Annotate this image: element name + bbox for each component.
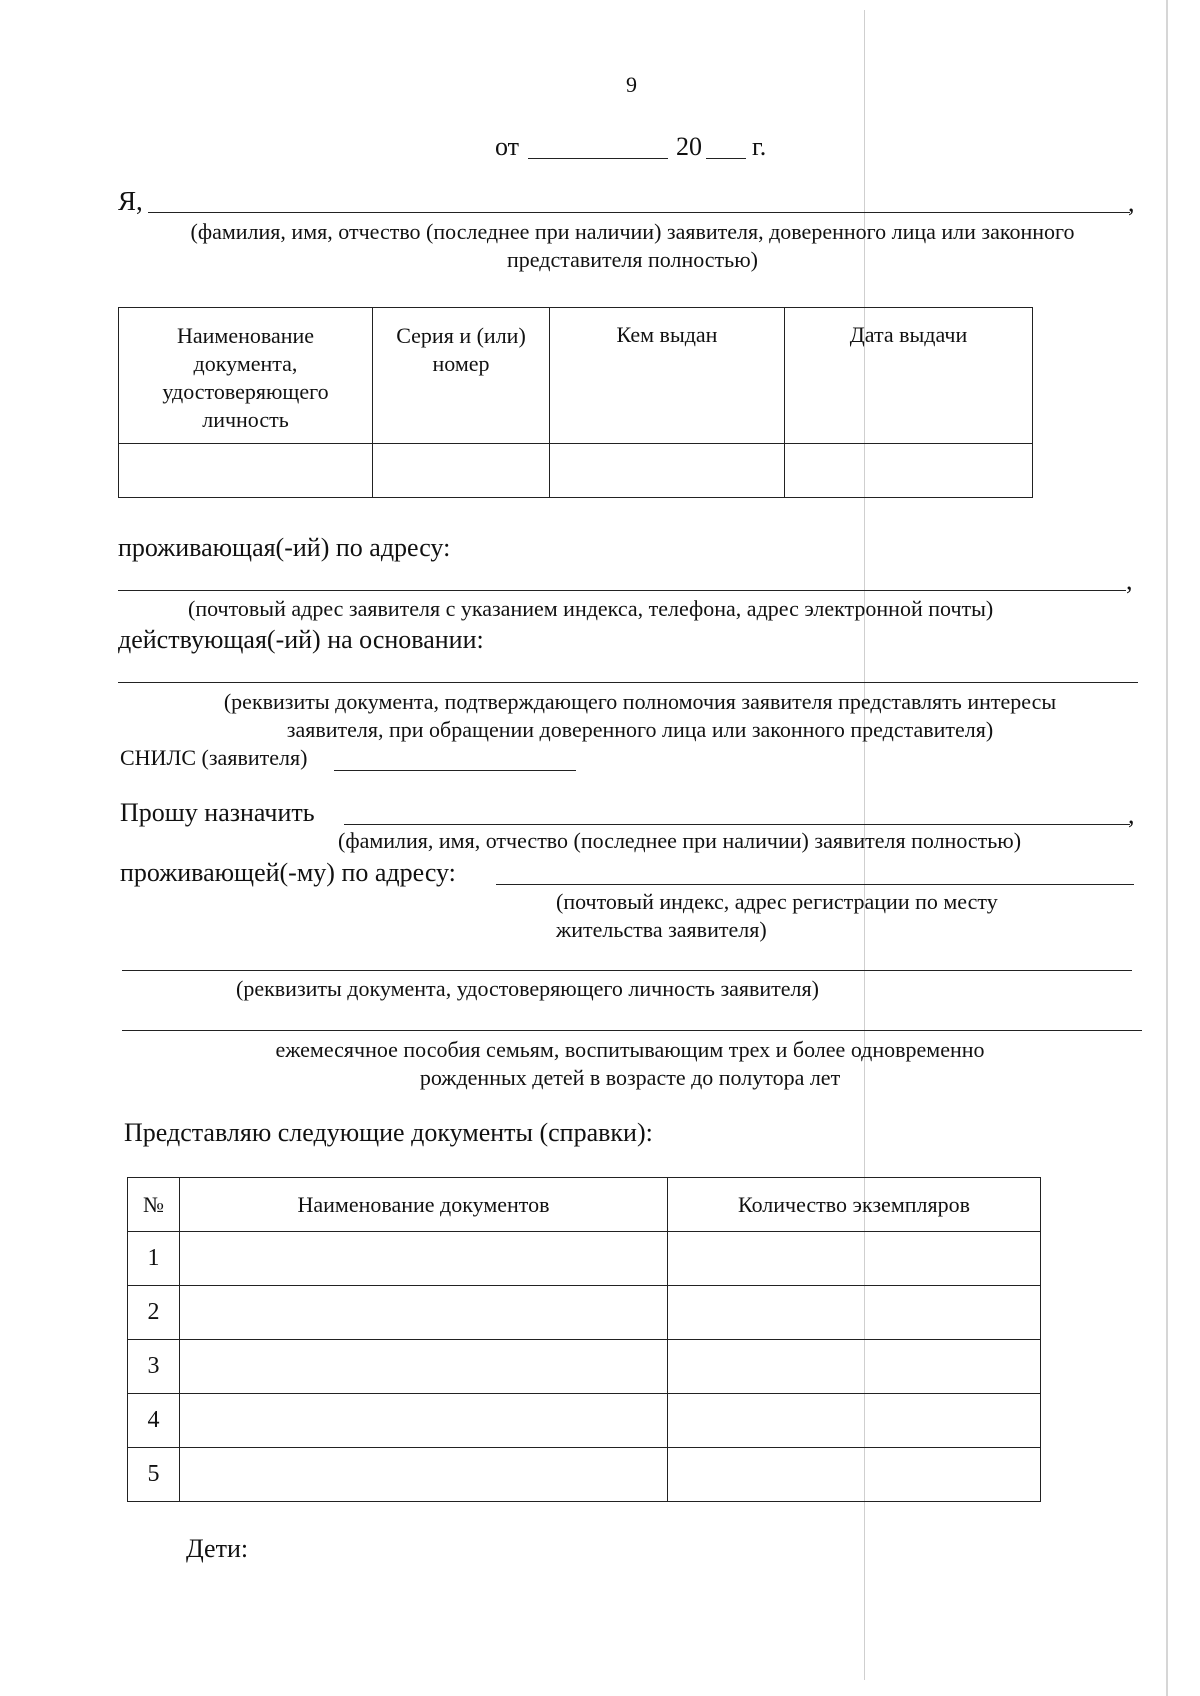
residence-address-field[interactable] <box>118 590 1126 591</box>
applicant-name-field[interactable] <box>148 212 1130 213</box>
address2-continuation-field[interactable] <box>122 970 1132 971</box>
docs-row-count-cell[interactable] <box>668 1286 1041 1340</box>
docs-row-name-cell[interactable] <box>180 1448 668 1502</box>
applicant-hint-line2: представителя полностью) <box>507 247 758 272</box>
id-table-cell-series[interactable] <box>373 444 550 498</box>
docs-row-number: 2 <box>128 1286 180 1340</box>
id-table-header-series: Серия и (или) номер <box>373 308 550 444</box>
table-row <box>128 1394 1041 1448</box>
docs-header-count: Количество экземпляров <box>668 1178 1041 1232</box>
residence-comma: , <box>1126 566 1133 595</box>
docs-row-number: 1 <box>128 1232 180 1286</box>
scan-artifact-edge <box>1166 0 1168 1696</box>
snils-label: СНИЛС (заявителя) <box>120 745 308 770</box>
acting-label: действующая(-ий) на основании: <box>118 625 484 654</box>
table-row <box>128 1448 1041 1502</box>
id-table-cell-doc-name[interactable] <box>119 444 373 498</box>
benefit-text <box>180 1036 1080 1092</box>
docs-row-name-cell[interactable] <box>180 1394 668 1448</box>
docs-header-name: Наименование документов <box>180 1178 668 1232</box>
address2-label: проживающей(-му) по адресу: <box>120 858 456 887</box>
docs-row-number: 3 <box>128 1340 180 1394</box>
table-row <box>128 1232 1041 1286</box>
docs-row-number: 4 <box>128 1394 180 1448</box>
page-number: 9 <box>626 72 637 97</box>
table-row <box>128 1340 1041 1394</box>
benefit-line1: ежемесячное пособия семьям, воспитывающим трех и более одновременно <box>275 1037 985 1062</box>
id-document-table <box>118 307 1033 498</box>
documents-table <box>127 1177 1041 1502</box>
applicant-comma: , <box>1128 188 1135 217</box>
id-requisites-hint: (реквизиты документа, удостоверяющего личность заявителя) <box>236 976 819 1001</box>
date-field[interactable] <box>528 158 668 159</box>
docs-row-number: 5 <box>128 1448 180 1502</box>
docs-heading: Представляю следующие документы (справки): <box>124 1118 653 1147</box>
address2-hint <box>556 888 998 944</box>
id-requisites-field[interactable] <box>122 1030 1142 1031</box>
docs-row-name-cell[interactable] <box>180 1340 668 1394</box>
date-prefix: от <box>495 132 520 161</box>
docs-row-count-cell[interactable] <box>668 1394 1041 1448</box>
docs-header-number: № <box>128 1178 180 1232</box>
request-comma: , <box>1128 800 1135 829</box>
docs-row-name-cell[interactable] <box>180 1286 668 1340</box>
id-table-header-issued-by: Кем выдан <box>550 308 785 444</box>
id-table-cell-issued-by[interactable] <box>550 444 785 498</box>
snils-field[interactable] <box>334 770 576 771</box>
year-suffix: г. <box>752 132 767 161</box>
acting-hint <box>160 688 1120 744</box>
acting-basis-field[interactable] <box>118 682 1138 683</box>
id-table-header-doc-name: Наименование документа, удостоверяющего личность <box>119 308 373 444</box>
children-label: Дети: <box>186 1534 249 1563</box>
request-hint: (фамилия, имя, отчество (последнее при наличии) заявителя полностью) <box>338 828 1022 853</box>
docs-row-count-cell[interactable] <box>668 1448 1041 1502</box>
applicant-prefix: Я, <box>118 186 143 216</box>
docs-row-count-cell[interactable] <box>668 1340 1041 1394</box>
docs-row-name-cell[interactable] <box>180 1232 668 1286</box>
id-table-header-issue-date: Дата выдачи <box>785 308 1033 444</box>
applicant-hint <box>130 218 1135 274</box>
address2-field[interactable] <box>496 884 1134 885</box>
address2-hint-line2: жительства заявителя) <box>556 917 767 942</box>
table-row <box>128 1286 1041 1340</box>
address2-hint-line1: (почтовый индекс, адрес регистрации по месту <box>556 889 998 914</box>
recipient-name-field[interactable] <box>344 824 1130 825</box>
request-label: Прошу назначить <box>120 798 315 827</box>
applicant-hint-line1: (фамилия, имя, отчество (последнее при наличии) заявителя, доверенного лица или законного <box>190 219 1075 244</box>
docs-row-count-cell[interactable] <box>668 1232 1041 1286</box>
residence-hint: (почтовый адрес заявителя с указанием индекса, телефона, адрес электронной почты) <box>188 596 994 621</box>
id-table-cell-issue-date[interactable] <box>785 444 1033 498</box>
year-prefix: 20 <box>676 132 702 161</box>
year-field[interactable] <box>706 158 746 159</box>
acting-hint-line1: (реквизиты документа, подтверждающего полномочия заявителя представлять интересы <box>223 689 1057 714</box>
benefit-line2: рожденных детей в возрасте до полутора лет <box>419 1065 841 1090</box>
residence-label: проживающая(-ий) по адресу: <box>118 533 451 562</box>
acting-hint-line2: заявителя, при обращении доверенного лица или законного представителя) <box>286 717 994 742</box>
